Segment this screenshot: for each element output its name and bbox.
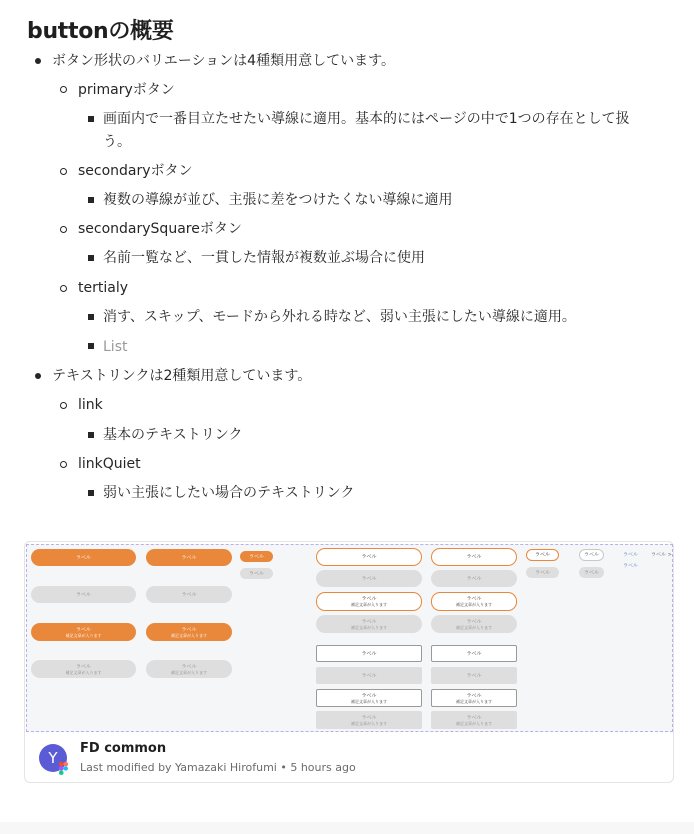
preview-link: ラベル (623, 552, 639, 558)
figma-preview[interactable] (26, 544, 673, 732)
bullet (35, 58, 41, 64)
preview-primary-disabled: ラベル (31, 586, 136, 603)
bullet (60, 461, 67, 468)
list-item-primary: primaryボタン (78, 82, 175, 98)
list-item-variations: ボタン形状のバリエーションは4種類用意しています。 (52, 53, 395, 69)
preview-link: ラベル (623, 563, 639, 569)
preview-primary-sub: ラベル 補足文章が入ります (31, 623, 136, 641)
preview-secondary-button: ラベル (316, 548, 422, 566)
bullet (60, 226, 67, 233)
bullet (88, 490, 94, 496)
preview-secondary-sub: ラベル 補足文章が入ります (431, 592, 517, 611)
link-quiet-desc: 弱い主張にしたい場合のテキストリンク (103, 485, 355, 501)
bullet (88, 116, 94, 122)
list-item-secondary-square: secondarySquareボタン (78, 221, 242, 237)
bullet (88, 343, 94, 349)
bullet (60, 86, 67, 93)
primary-desc-line2: う。 (103, 134, 131, 150)
secondary-square-desc: 名前一覧など、一貫した情報が複数並ぶ場合に使用 (103, 250, 425, 266)
bottom-strip (0, 822, 694, 834)
preview-square-disabled: ラベル (316, 667, 422, 684)
preview-secondary-small: ラベル (526, 549, 559, 561)
preview-primary-small-disabled: ラベル (240, 568, 273, 579)
figma-icon (59, 762, 68, 775)
empty-list-placeholder[interactable]: List (103, 339, 128, 355)
preview-primary-button: ラベル (31, 549, 136, 566)
bullet (35, 373, 41, 379)
preview-square-disabled: ラベル (431, 667, 517, 684)
primary-desc-line1: 画面内で一番目立たせたい導線に適用。基本的にはページの中で1つの存在として扱 (103, 111, 630, 127)
preview-secondary-sub-disabled: ラベル 補足文章が入ります (431, 615, 517, 633)
list-item-text-links: テキストリンクは2種類用意しています。 (52, 368, 312, 384)
bullet (88, 314, 94, 320)
preview-link-quiet: ラベル > (651, 552, 672, 558)
preview-square-button: ラベル (316, 645, 422, 662)
preview-secondary-small-disabled: ラベル (526, 567, 559, 578)
list-item-secondary: secondaryボタン (78, 163, 193, 179)
preview-primary-button: ラベル (146, 549, 232, 566)
file-name[interactable]: FD common (80, 741, 167, 756)
preview-tertialy: ラベル (579, 549, 604, 561)
preview-square-button: ラベル (431, 645, 517, 662)
tertialy-desc: 消す、スキップ、モードから外れる時など、弱い主張にしたい導線に適用。 (103, 309, 576, 325)
avatar: Y (39, 744, 67, 772)
bullet (60, 402, 67, 409)
figma-embed-card[interactable] (24, 541, 674, 783)
preview-tertialy-disabled: ラベル (579, 567, 604, 578)
page-title: buttonの概要 (27, 19, 174, 44)
secondary-desc: 複数の導線が並び、主張に差をつけたくない導線に適用 (103, 192, 453, 208)
preview-primary-disabled: ラベル (146, 586, 232, 603)
last-modified: Last modified by Yamazaki Hirofumi • 5 hours ago (80, 761, 356, 774)
bullet (88, 432, 94, 438)
preview-square-sub-disabled: ラベル 補足文章が入ります (316, 711, 422, 729)
preview-square-sub: ラベル 補足文章が入ります (431, 689, 517, 707)
preview-secondary-disabled: ラベル (431, 570, 517, 587)
preview-secondary-button: ラベル (431, 548, 517, 566)
preview-primary-small: ラベル (240, 551, 273, 562)
link-desc: 基本のテキストリンク (103, 427, 243, 443)
preview-secondary-sub: ラベル 補足文章が入ります (316, 592, 422, 611)
preview-square-sub: ラベル 補足文章が入ります (316, 689, 422, 707)
list-item-link: link (78, 397, 103, 413)
bullet (60, 285, 67, 292)
preview-secondary-disabled: ラベル (316, 570, 422, 587)
preview-primary-sub: ラベル 補足文章が入ります (146, 623, 232, 641)
bullet (88, 197, 94, 203)
preview-square-sub-disabled: ラベル 補足文章が入ります (431, 711, 517, 729)
preview-primary-sub-disabled: ラベル 補足文章が入ります (146, 660, 232, 678)
preview-secondary-sub-disabled: ラベル 補足文章が入ります (316, 615, 422, 633)
bullet (60, 168, 67, 175)
bullet (88, 255, 94, 261)
list-item-tertialy: tertialy (78, 280, 128, 296)
list-item-link-quiet: linkQuiet (78, 456, 141, 472)
preview-primary-sub-disabled: ラベル 補足文章が入ります (31, 660, 136, 678)
